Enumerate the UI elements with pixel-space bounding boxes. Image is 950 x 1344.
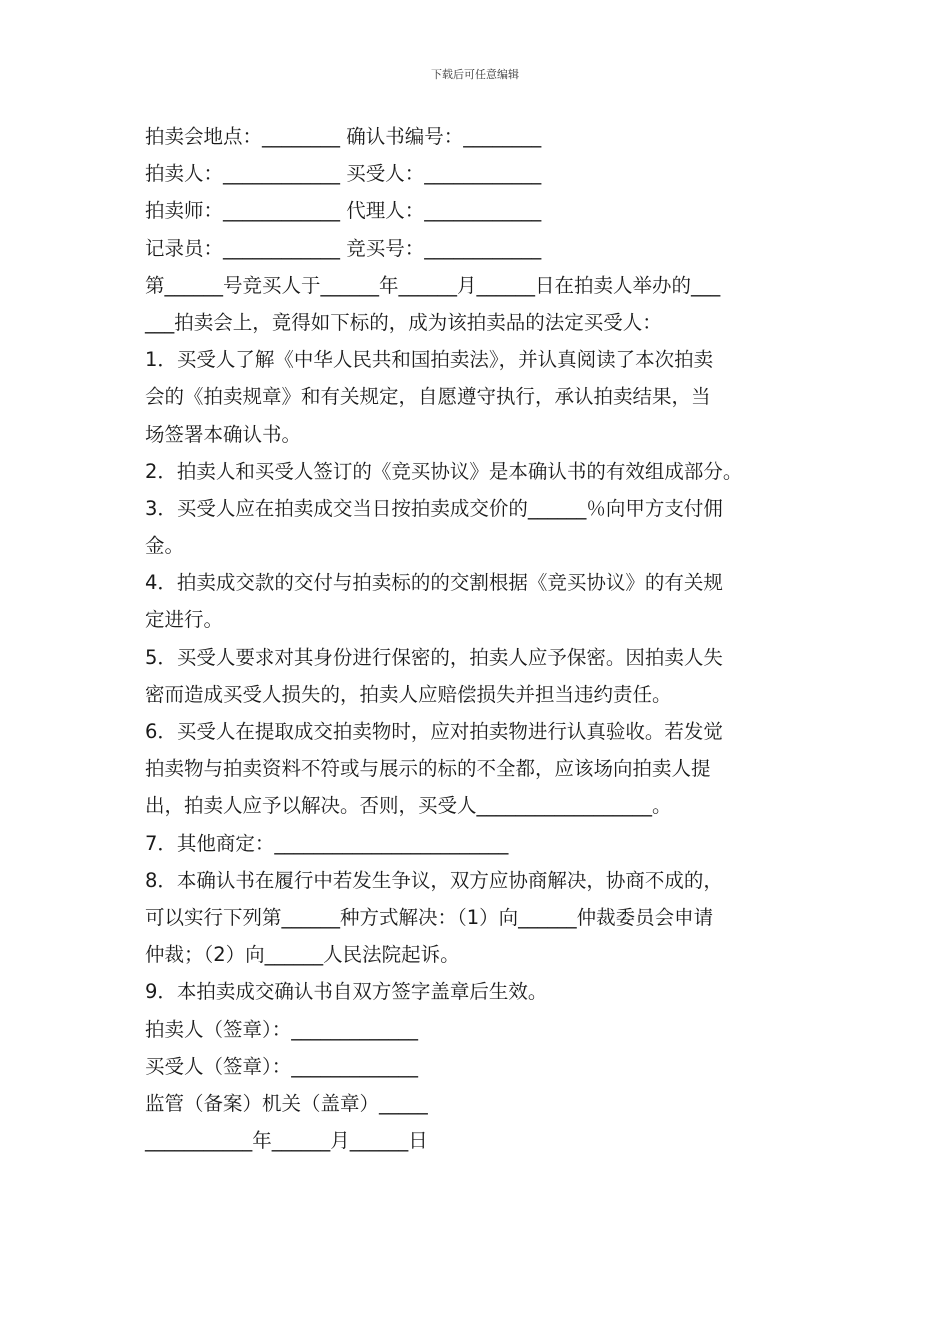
auctioneer-buyer-line: 拍卖人：____________ 买受人：____________ xyxy=(145,162,542,186)
page-header: 下载后可任意编辑 xyxy=(431,68,519,81)
auction-venue-line: 拍卖会地点：________ 确认书编号：________ xyxy=(145,125,542,148)
supervisory-seal-line: 监管（备案）机关（盖章）_____ xyxy=(145,1091,428,1115)
clause-6-line-2: 拍卖物与拍卖资料不符或与展示的标的不全都，应该场向拍卖人提 xyxy=(145,757,711,781)
auctioneer-signature-line: 拍卖人（签章）：_____________ xyxy=(145,1017,419,1041)
intro-line-2: ___拍卖会上，竟得如下标的，成为该拍卖品的法定买受人： xyxy=(145,310,662,334)
intro-line-1: 第______号竞买人于______年______月______日在拍卖人举办的___ xyxy=(145,273,721,297)
clause-2-line-1: 2．拍卖人和买受人签订的《竞买协议》是本确认书的有效组成部分。 xyxy=(145,459,743,483)
clause-8-line-2: 可以实行下列第______种方式解决：（1）向______仲裁委员会申请 xyxy=(145,905,714,929)
recorder-bid-number-line: 记录员：____________ 竞买号：____________ xyxy=(145,236,542,260)
document-body xyxy=(145,118,825,1159)
clause-6-line-1: 6．买受人在提取成交拍卖物时，应对拍卖物进行认真验收。若发觉 xyxy=(145,720,723,743)
clause-3-line-2: 金。 xyxy=(145,534,185,558)
clause-4-line-2: 定进行。 xyxy=(145,608,224,632)
auctioneer-agent-line: 拍卖师：____________ 代理人：____________ xyxy=(145,199,542,223)
clause-8-line-3: 仲裁；（2）向______人民法院起诉。 xyxy=(145,943,460,967)
clause-6-line-3: 出，拍卖人应予以解决。否则，买受人__________________。 xyxy=(145,794,672,818)
clause-1-line-2: 会的《拍卖规章》和有关规定，自愿遵守执行，承认拍卖结果，当 xyxy=(145,385,711,409)
clause-5-line-2: 密而造成买受人损失的，拍卖人应赔偿损失并担当违约责任。 xyxy=(145,682,672,706)
buyer-signature-line: 买受人（签章）：_____________ xyxy=(145,1054,419,1078)
clause-1-line-1: 1．买受人了解《中华人民共和国拍卖法》，并认真阅读了本次拍卖 xyxy=(145,348,714,372)
clause-4-line-1: 4．拍卖成交款的交付与拍卖标的的交割根据《竞买协议》的有关规 xyxy=(145,571,723,595)
clause-9-line-1: 9．本拍卖成交确认书自双方签字盖章后生效。 xyxy=(145,980,548,1004)
date-line: ___________年______月______日 xyxy=(145,1129,428,1153)
clause-7-line-1: 7．其他商定：________________________ xyxy=(145,831,509,855)
clause-3-line-1: 3．买受人应在拍卖成交当日按拍卖成交价的______％向甲方支付佣 xyxy=(145,496,723,520)
clause-8-line-1: 8．本确认书在履行中若发生争议，双方应协商解决，协商不成的， xyxy=(145,868,723,892)
clause-5-line-1: 5．买受人要求对其身份进行保密的，拍卖人应予保密。因拍卖人失 xyxy=(145,645,723,669)
clause-1-line-3: 场签署本确认书。 xyxy=(145,422,302,446)
